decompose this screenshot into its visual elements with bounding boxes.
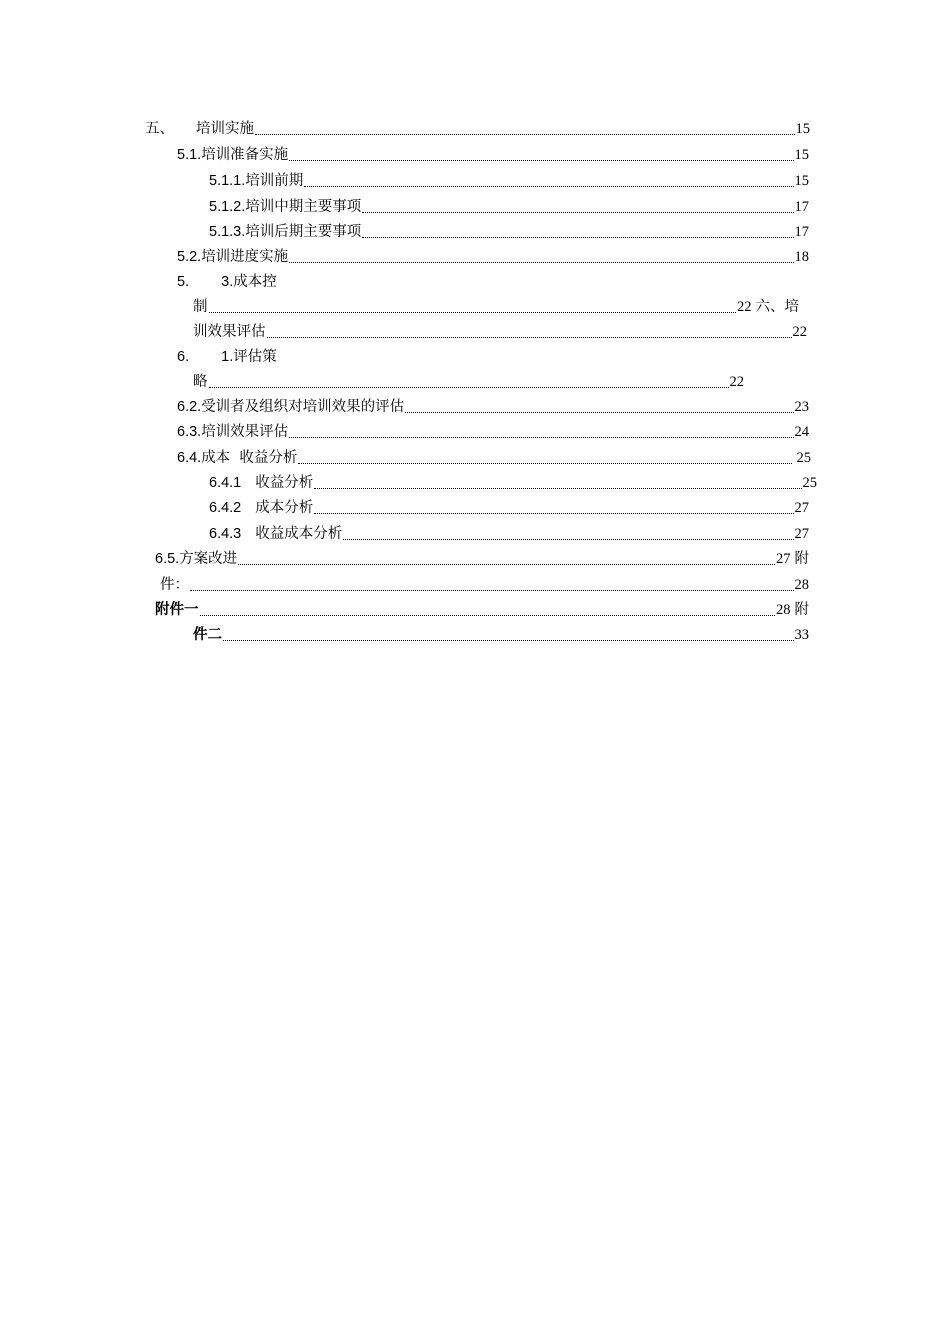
toc-page-number: 17 (794, 224, 809, 240)
toc-leader-dots (267, 336, 792, 338)
toc-entry-title: 收益成本分析 (255, 526, 343, 542)
toc-entry-number: 6.4.3 (209, 526, 242, 542)
toc-entry[interactable] (177, 448, 811, 468)
toc-entry[interactable] (193, 372, 744, 392)
toc-entry[interactable] (155, 600, 809, 620)
toc-entry[interactable] (193, 297, 799, 317)
toc-entry[interactable] (177, 397, 809, 417)
toc-leader-dots (289, 436, 793, 438)
toc-leader-dots (362, 236, 793, 238)
toc-leader-dots (343, 538, 793, 540)
toc-leader-dots (304, 185, 793, 187)
toc-entry[interactable] (177, 272, 377, 292)
toc-entry[interactable] (177, 422, 809, 442)
toc-entry-title: 成本控 (233, 274, 277, 290)
toc-leader-dots (314, 487, 801, 489)
toc-leader-dots (209, 311, 737, 313)
toc-page-number: 25 (802, 475, 817, 491)
toc-entry-number: 6.4. (177, 450, 202, 466)
toc-page-number: 28 (794, 577, 809, 593)
toc-entry-number: 5.1.3. (209, 224, 246, 240)
toc-page-number: 27 (776, 551, 791, 567)
toc-entry-number: 5.1.2. (209, 199, 246, 215)
toc-entry-number: 5.2. (177, 249, 202, 265)
toc-page-number: 15 (795, 121, 810, 137)
toc-entry-title: 训效果评估 (193, 324, 266, 340)
toc-entry-title: 培训后期主要事项 (245, 224, 362, 240)
toc-entry-title: 培训前期 (245, 173, 304, 189)
toc-page-number: 27 (794, 500, 809, 516)
toc-entry-title: 培训中期主要事项 (245, 199, 362, 215)
toc-entry[interactable] (177, 145, 809, 165)
toc-leader-dots (255, 133, 795, 135)
toc-entry[interactable] (209, 171, 809, 191)
toc-leader-dots (289, 159, 793, 161)
toc-entry-number: 5.1. (177, 147, 202, 163)
toc-entry-title: 件： (160, 577, 189, 593)
toc-entry-number: 五、 (145, 121, 174, 137)
toc-page-number: 15 (794, 173, 809, 189)
toc-entry-number: 6.5. (155, 551, 180, 567)
toc-entry[interactable] (177, 247, 809, 267)
toc-leader-dots (209, 386, 729, 388)
toc-entry-title: 培训效果评估 (201, 424, 289, 440)
toc-page-number: 22 (792, 324, 807, 340)
toc-leader-dots (289, 261, 793, 263)
toc-page-number: 33 (794, 627, 809, 643)
toc-page-number: 23 (794, 399, 809, 415)
toc-entry-title: 受训者及组织对培训效果的评估 (201, 399, 405, 415)
toc-entry-number: 6.3. (177, 424, 202, 440)
toc-entry[interactable] (209, 197, 809, 217)
toc-page-number: 27 (794, 526, 809, 542)
toc-wrapped-text: 六、培 (755, 299, 799, 315)
toc-entry-title: 培训准备实施 (201, 147, 289, 163)
toc-leader-dots (190, 589, 794, 591)
toc-entry-number: 6. 1. (177, 349, 234, 365)
toc-entry[interactable] (193, 625, 809, 645)
toc-leader-dots (298, 462, 791, 464)
toc-entry[interactable] (177, 347, 377, 367)
toc-leader-dots (200, 614, 776, 616)
toc-leader-dots (314, 512, 793, 514)
toc-entry[interactable] (155, 549, 809, 569)
toc-wrapped-text: 附 (794, 602, 809, 618)
toc-entry-number: 5. 3. (177, 274, 234, 290)
toc-entry-title: 成本分析 (255, 500, 314, 516)
toc-entry-title: 方案改进 (179, 551, 238, 567)
toc-page-number: 18 (794, 249, 809, 265)
toc-page-number: 17 (794, 199, 809, 215)
toc-entry[interactable] (209, 222, 809, 242)
toc-entry[interactable] (160, 575, 809, 595)
toc-entry-number: 6.2. (177, 399, 202, 415)
toc-page-number: 24 (794, 424, 809, 440)
toc-entry[interactable] (209, 524, 809, 544)
toc-page-number: 15 (794, 147, 809, 163)
toc-entry-number: 6.4.2 (209, 500, 242, 516)
toc-entry[interactable] (145, 119, 810, 139)
toc-page-number: 22 (729, 374, 744, 390)
toc-entry-title: 附件一 (155, 602, 199, 618)
toc-entry[interactable] (193, 322, 807, 342)
toc-leader-dots (223, 639, 794, 641)
toc-entry-title: 培训进度实施 (201, 249, 289, 265)
toc-leader-dots (238, 563, 775, 565)
toc-page-number: 28 (776, 602, 791, 618)
toc-entry-number: 5.1.1. (209, 173, 246, 189)
toc-entry-title: 成本 收益分析 (201, 450, 298, 466)
toc-entry-title: 件二 (193, 627, 222, 643)
toc-entry-title: 收益分析 (255, 475, 314, 491)
toc-wrapped-text: 附 (794, 551, 809, 567)
toc-entry-title: 略 (193, 374, 208, 390)
toc-leader-dots (405, 411, 793, 413)
toc-entry[interactable] (209, 498, 809, 518)
toc-entry-title: 培训实施 (196, 121, 254, 137)
toc-leader-dots (362, 211, 793, 213)
toc-entry-number: 6.4.1 (209, 475, 242, 491)
toc-page-number: 22 (737, 299, 752, 315)
toc-entry-title: 制 (193, 299, 208, 315)
toc-page-number: 25 (796, 450, 811, 466)
toc-entry-title: 评估策 (233, 349, 277, 365)
toc-entry[interactable] (209, 473, 817, 493)
